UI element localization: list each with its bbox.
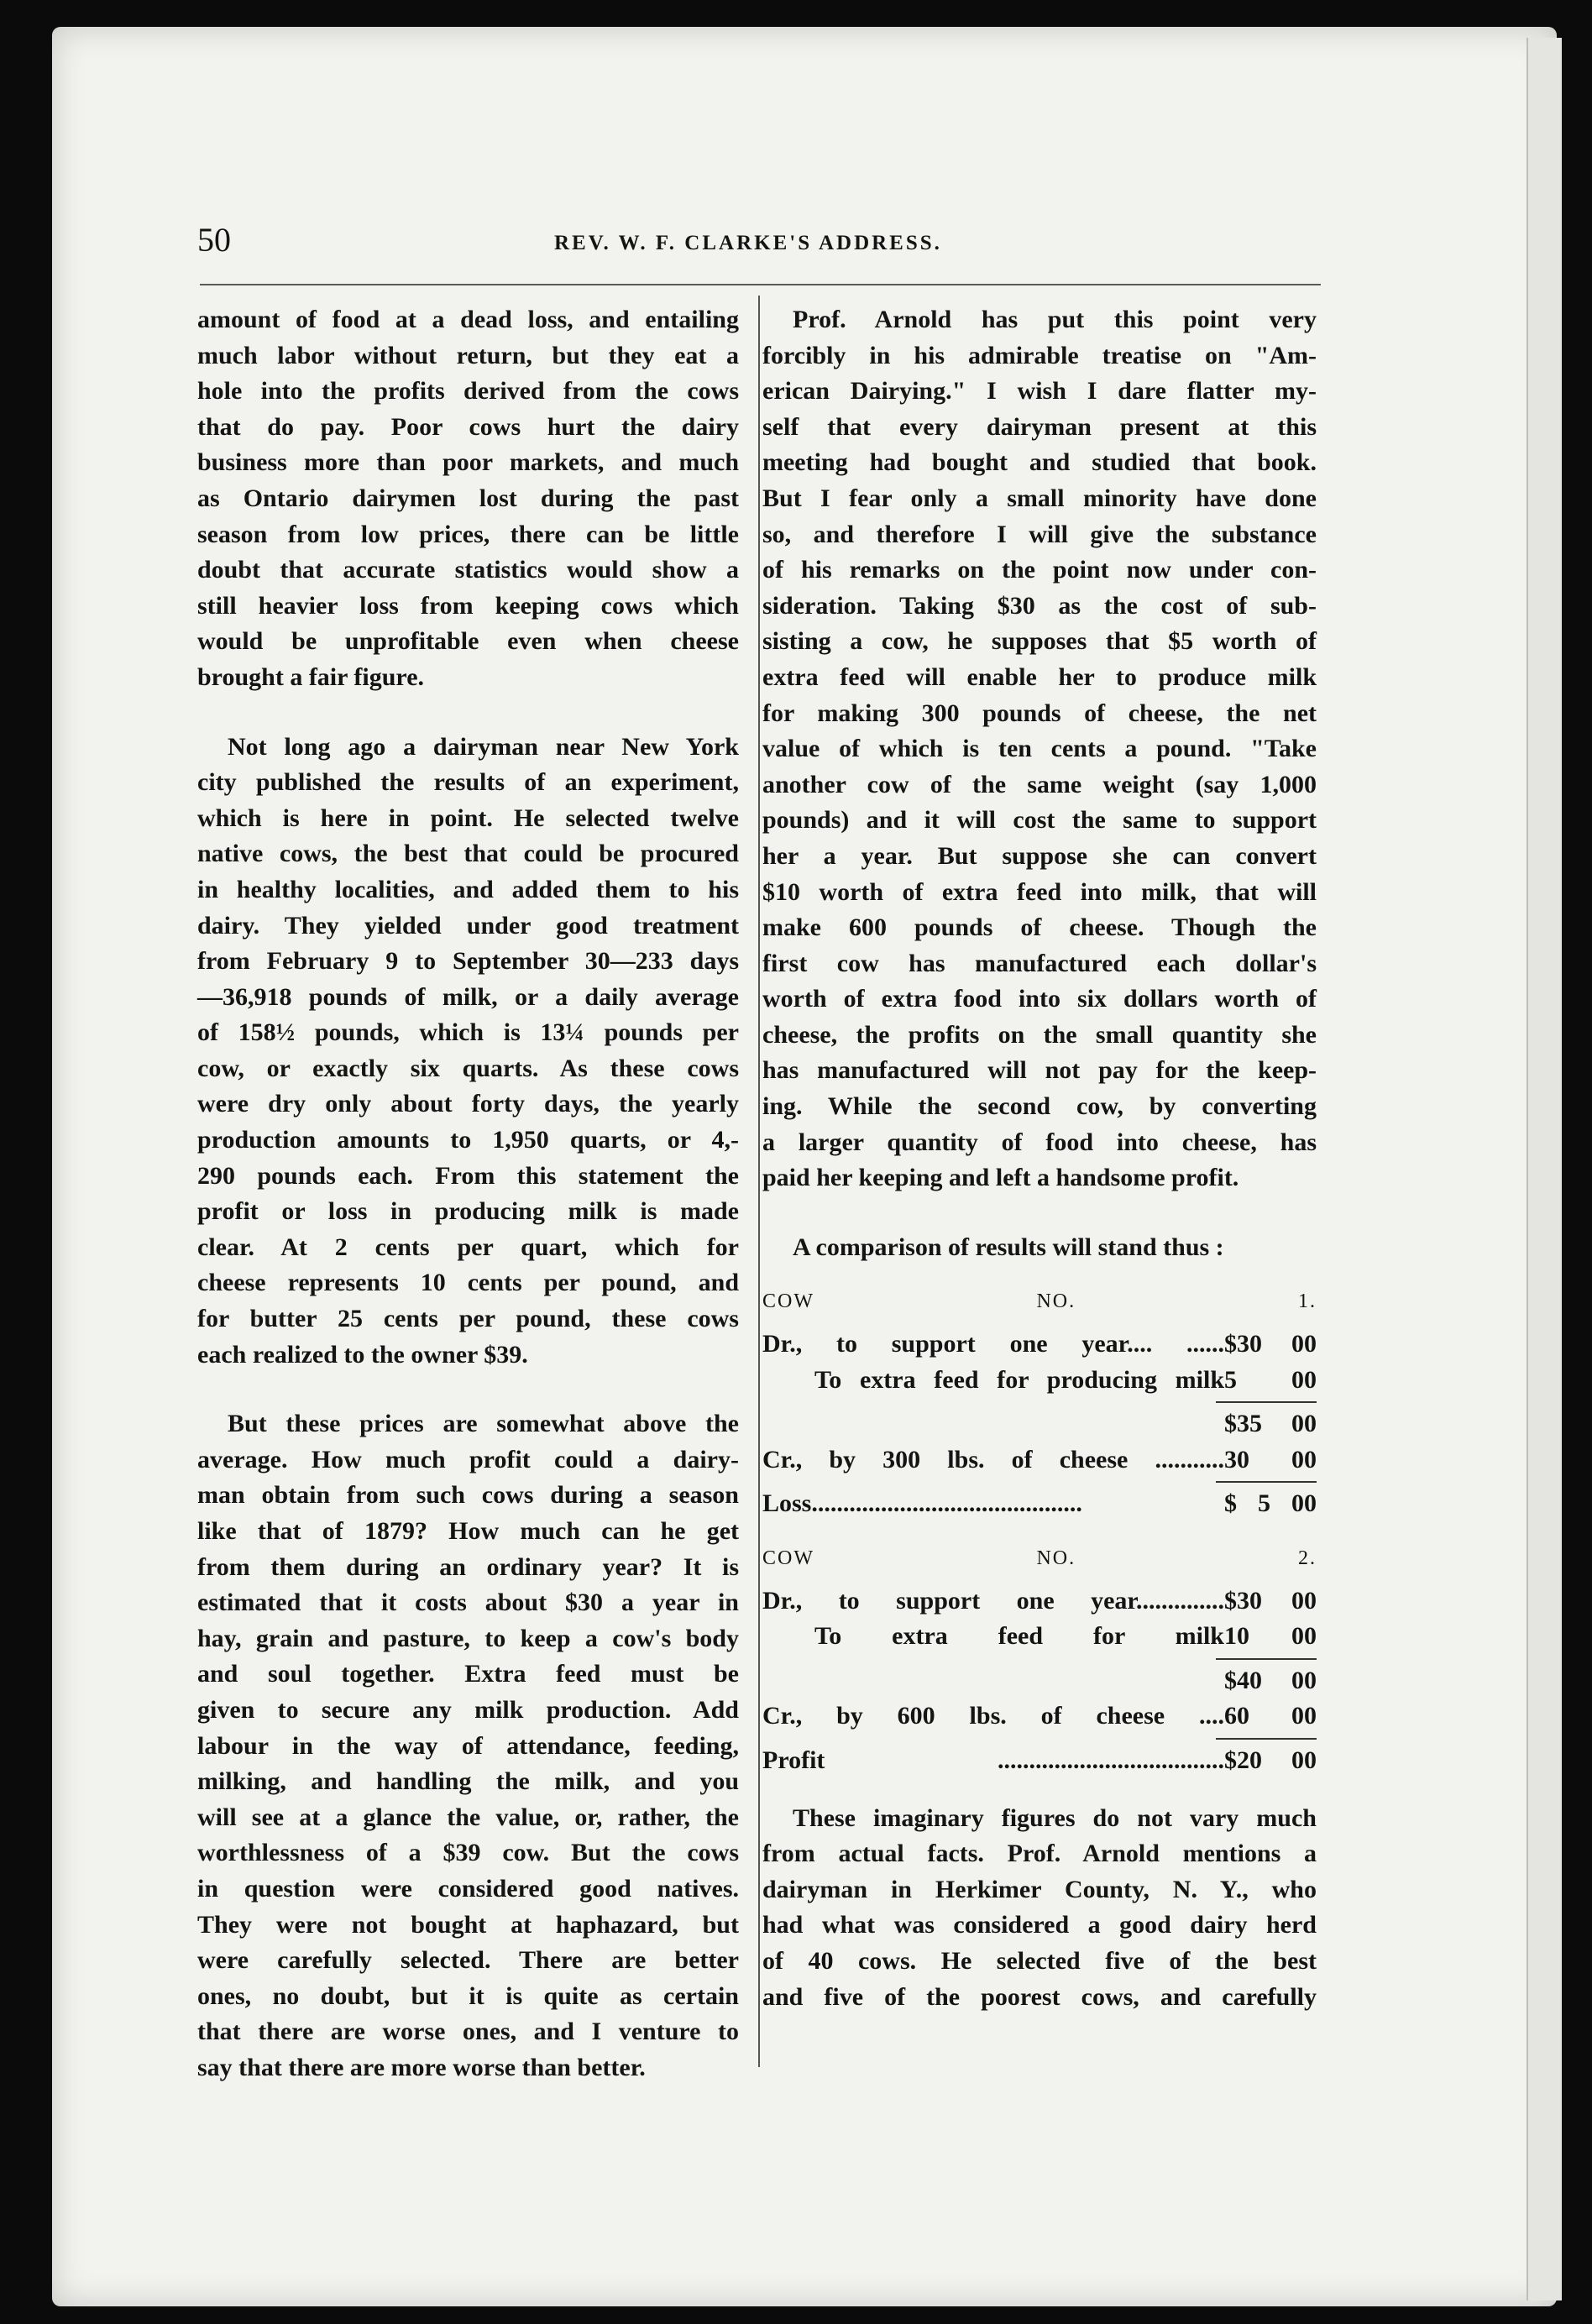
- ledger-row: [762, 1663, 1317, 1699]
- ledger-desc: To extra feed for milk: [814, 1622, 1224, 1651]
- text-line: in question were considered good natives.: [197, 1874, 739, 1903]
- ledger-desc: Profit ....................................: [762, 1746, 1224, 1774]
- text-line: 290 pounds each. From this statement the: [197, 1161, 739, 1190]
- paragraph-gap: [197, 1373, 739, 1406]
- text-line: cheese, the profits on the small quantity she: [762, 1020, 1317, 1049]
- ledger-heading: COW NO. 1.: [762, 1290, 1317, 1313]
- text-line: hole into the profits derived from the cows: [197, 377, 739, 406]
- ledger-heading: COW NO. 2.: [762, 1547, 1317, 1569]
- right-column: [762, 302, 1317, 2015]
- paragraph: [197, 1406, 739, 2086]
- header-rule: [200, 284, 1321, 285]
- text-line: of 40 cows. He selected five of the best: [762, 1946, 1317, 1975]
- ledger-desc: Loss...........................................: [762, 1489, 1082, 1518]
- text-line: milking, and handling the milk, and you: [197, 1767, 739, 1796]
- text-line: man obtain from such cows during a season: [197, 1481, 739, 1510]
- text-line: But I fear only a small minority have done: [762, 484, 1317, 512]
- text-line: in healthy localities, and added them to his: [197, 875, 739, 903]
- text-line: from them during an ordinary year? It is: [197, 1552, 739, 1581]
- text-line: But these prices are somewhat above the: [228, 1410, 739, 1438]
- text-line: production amounts to 1,950 quarts, or 4,-: [197, 1126, 739, 1154]
- text-line: make 600 pounds of cheese. Though the: [762, 913, 1317, 942]
- ledger-desc: Cr., by 600 lbs. of cheese ....: [762, 1702, 1224, 1730]
- text-line: forcibly in his admirable treatise on "Am-: [762, 341, 1317, 369]
- text-line: worth of extra food into six dollars worth of: [762, 985, 1317, 1013]
- text-line: of 158½ pounds, which is 13¼ pounds per: [197, 1018, 739, 1047]
- next-page-edge: [1527, 38, 1562, 2300]
- text-line: a larger quantity of food into cheese, has: [762, 1128, 1317, 1156]
- text-line: each realized to the owner $39.: [197, 1340, 528, 1369]
- text-line: still heavier loss from keeping cows which: [197, 591, 739, 620]
- ledger-desc: Cr., by 300 lbs. of cheese ...........: [762, 1445, 1224, 1473]
- text-line: Prof. Arnold has put this point very: [793, 306, 1317, 333]
- sum-rule: [1216, 1481, 1317, 1483]
- ledger-row: [762, 1442, 1317, 1479]
- page-number: 50: [197, 221, 231, 259]
- text-line: sideration. Taking $30 as the cost of sub-: [762, 591, 1317, 620]
- ledger-result: $20 00: [1224, 1746, 1317, 1774]
- text-line: were dry only about forty days, the yearly: [197, 1090, 739, 1118]
- text-line: dairy. They yielded under good treatment: [197, 911, 739, 940]
- text-line: and soul together. Extra feed must be: [197, 1660, 739, 1688]
- ledger-desc: Dr., to support one year.... ......: [762, 1330, 1224, 1358]
- sum-rule: [1216, 1401, 1317, 1403]
- text-line: for making 300 pounds of cheese, the net: [762, 699, 1317, 727]
- ledger-row: [762, 1619, 1317, 1655]
- ledger-row: [762, 1406, 1317, 1442]
- text-line: cow, or exactly six quarts. As these cows: [197, 1054, 739, 1082]
- paragraph-gap: [762, 1196, 1317, 1230]
- text-line: first cow has manufactured each dollar's: [762, 949, 1317, 977]
- ledger-amount: $30 00: [1224, 1330, 1317, 1358]
- text-line: meeting had bought and studied that book.: [762, 448, 1317, 477]
- text-line: that there are worse ones, and I venture to: [197, 2018, 739, 2046]
- text-line: erican Dairying." I wish I dare flatter my-: [762, 377, 1317, 406]
- ledger-row: [762, 1363, 1317, 1399]
- text-line: paid her keeping and left a handsome profit.: [762, 1164, 1239, 1192]
- sum-rule: [1216, 1738, 1317, 1740]
- text-line: dairyman in Herkimer County, N. Y., who: [762, 1875, 1317, 1903]
- text-line: from actual facts. Prof. Arnold mentions a: [762, 1840, 1317, 1868]
- text-line: for butter 25 cents per pound, these cows: [197, 1305, 739, 1333]
- text-line: her a year. But suppose she can convert: [762, 841, 1317, 870]
- page-header: [197, 220, 1318, 270]
- ledger-cow-2: [762, 1541, 1317, 1779]
- text-line: They were not bought at haphazard, but: [197, 1910, 739, 1939]
- text-line: much labor without return, but they eat a: [197, 341, 739, 369]
- text-line: value of which is ten cents a pound. "Take: [762, 735, 1317, 763]
- ledger-cow-1: [762, 1284, 1317, 1522]
- text-line: brought a fair figure.: [197, 662, 425, 691]
- paragraph: [197, 302, 739, 696]
- text-line: season from low prices, there can be little: [197, 520, 739, 548]
- ledger-row: [762, 1583, 1317, 1620]
- text-line: city published the results of an experiment,: [197, 768, 739, 797]
- ledger-amount: 10 00: [1224, 1622, 1317, 1651]
- text-line: were carefully selected. There are better: [197, 1946, 739, 1975]
- text-line: estimated that it costs about $30 a year in: [197, 1589, 739, 1617]
- paragraph-gap: [197, 696, 739, 730]
- text-line: that do pay. Poor cows hurt the dairy: [197, 412, 739, 441]
- paragraph: [197, 730, 739, 1374]
- ledger-row: [762, 1699, 1317, 1735]
- text-line: $10 worth of extra feed into milk, that will: [762, 877, 1317, 906]
- comparison-intro: A comparison of results will stand thus :: [793, 1233, 1224, 1261]
- text-line: so, and therefore I will give the substance: [762, 520, 1317, 548]
- text-line: would be unprofitable even when cheese: [197, 627, 739, 656]
- sum-rule: [1216, 1658, 1317, 1660]
- text-line: doubt that accurate statistics would show a: [197, 556, 739, 584]
- running-head: REV. W. F. CLARKE'S ADDRESS.: [554, 232, 942, 254]
- ledger-amount: 5 00: [1224, 1365, 1317, 1394]
- text-line: another cow of the same weight (say 1,000: [762, 770, 1317, 798]
- text-line: extra feed will enable her to produce milk: [762, 662, 1317, 691]
- paragraph: [762, 302, 1317, 1196]
- column-divider: [758, 296, 760, 2067]
- ledger-result: $ 5 00: [1224, 1489, 1317, 1518]
- text-line: pounds) and it will cost the same to support: [762, 806, 1317, 835]
- ledger-row: [762, 1327, 1317, 1363]
- text-line: like that of 1879? How much can he get: [197, 1517, 739, 1545]
- text-line: business more than poor markets, and much: [197, 448, 739, 477]
- ledger-desc: Dr., to support one year..............: [762, 1586, 1224, 1615]
- text-line: clear. At 2 cents per quart, which for: [197, 1233, 739, 1261]
- left-column: [197, 302, 739, 2086]
- text-line: native cows, the best that could be procured: [197, 840, 739, 868]
- text-line: and five of the poorest cows, and carefully: [762, 1982, 1317, 2011]
- text-line: —36,918 pounds of milk, or a daily average: [197, 982, 739, 1011]
- paragraph-gap: [762, 1779, 1317, 1801]
- text-line: say that there are more worse than better.: [197, 2053, 646, 2081]
- text-line: ones, no doubt, but it is quite as certain: [197, 1981, 739, 2010]
- ledger-amount: $30 00: [1224, 1586, 1317, 1615]
- ledger-amount: 60 00: [1224, 1702, 1317, 1730]
- text-line: These imaginary figures do not vary much: [793, 1803, 1317, 1832]
- paragraph: [762, 1801, 1317, 2016]
- ledger-desc: To extra feed for producing milk: [814, 1365, 1224, 1394]
- text-line: will see at a glance the value, or, rather, the: [197, 1803, 739, 1831]
- ledger-row: [762, 1486, 1317, 1522]
- text-line: Not long ago a dairyman near New York: [228, 732, 739, 761]
- text-line: has manufactured will not pay for the keep-: [762, 1056, 1317, 1085]
- ledger-total: $40 00: [1224, 1666, 1317, 1694]
- text-line: which is here in point. He selected twelve: [197, 803, 739, 832]
- text-line: from February 9 to September 30—233 days: [197, 947, 739, 976]
- text-line: cheese represents 10 cents per pound, and: [197, 1269, 739, 1297]
- text-line: given to secure any milk production. Add: [197, 1695, 739, 1724]
- text-line: self that every dairyman present at this: [762, 412, 1317, 441]
- text-line: hay, grain and pasture, to keep a cow's body: [197, 1624, 739, 1652]
- text-line: profit or loss in producing milk is made: [197, 1197, 739, 1226]
- text-line: worthlessness of a $39 cow. But the cows: [197, 1839, 739, 1867]
- text-line: average. How much profit could a dairy-: [197, 1445, 739, 1473]
- text-line: ing. While the second cow, by converting: [762, 1092, 1317, 1121]
- text-line: amount of food at a dead loss, and entailing: [197, 306, 739, 333]
- ledger-amount: 30 00: [1224, 1445, 1317, 1473]
- text-line: had what was considered a good dairy herd: [762, 1911, 1317, 1939]
- text-line: labour in the way of attendance, feeding,: [197, 1731, 739, 1760]
- text-line: sisting a cow, he supposes that $5 worth of: [762, 627, 1317, 656]
- ledger-total: $35 00: [1224, 1410, 1317, 1438]
- ledger-row: [762, 1743, 1317, 1779]
- text-line: of his remarks on the point now under con-: [762, 556, 1317, 584]
- text-line: as Ontario dairymen lost during the past: [197, 484, 739, 512]
